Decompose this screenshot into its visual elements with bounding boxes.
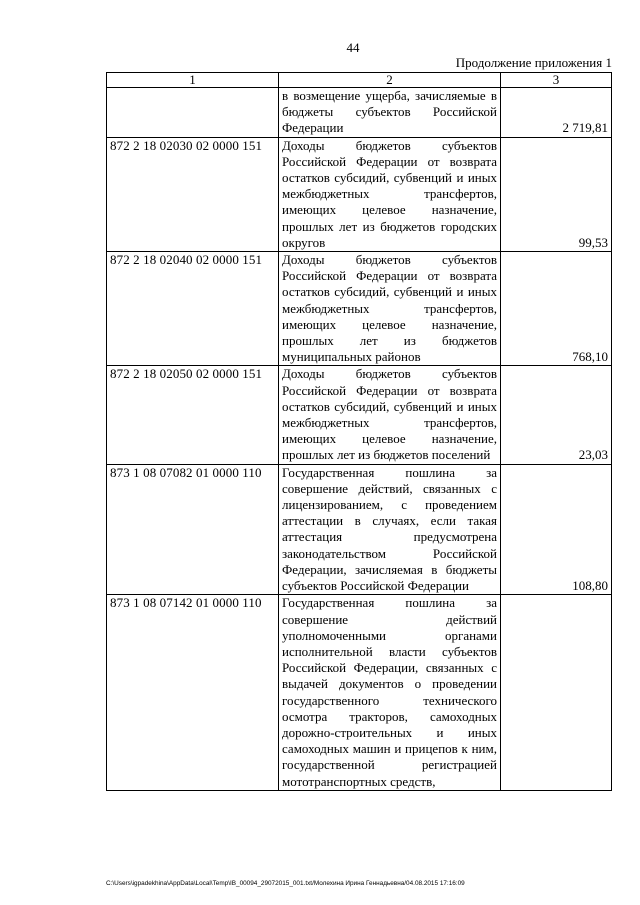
revenue-description: Доходы бюджетов субъектов Российской Федерации от возврата остатков субсидий, субвенций и иных межбюджетных трансфертов, имеющих целевое назначение, прошлых лет из бюджетов муниципальных районов: [279, 252, 501, 366]
revenue-amount: 2 719,81: [501, 88, 612, 138]
table-row: [107, 252, 612, 366]
revenue-code: 872 2 18 02030 02 0000 151: [107, 137, 279, 251]
page-number: 44: [346, 40, 360, 55]
table-row: [107, 595, 612, 790]
budget-revenue-table: [106, 72, 612, 791]
revenue-amount: 99,53: [501, 137, 612, 251]
revenue-code: 873 1 08 07142 01 0000 110: [107, 595, 279, 790]
revenue-code: 872 2 18 02050 02 0000 151: [107, 366, 279, 464]
revenue-code: 873 1 08 07082 01 0000 110: [107, 464, 279, 595]
revenue-amount: [501, 595, 612, 790]
revenue-description: Государственная пошлина за совершение действий уполномоченными органами исполнительной власти субъектов Российской Федерации, связанных с выдачей документов о проведении государственного технического осмотра тракторов, самоходных дорожно-строительных и иных самоходных машин и прицепов к ним, государственной регистрацией мототранспортных средств,: [279, 595, 501, 790]
revenue-description: Доходы бюджетов субъектов Российской Федерации от возврата остатков субсидий, субвенций и иных межбюджетных трансфертов, имеющих целевое назначение, прошлых лет из бюджетов городских округов: [279, 137, 501, 251]
footer-file-path: C:\Users\igpadekhina\AppData\Local\Temp\IB_00094_29072015_001.txt/Молехина Ирина Геннадьевна/04.08.2015 17:16:09: [106, 880, 465, 887]
column-header-code: 1: [107, 73, 279, 88]
revenue-code: [107, 88, 279, 138]
revenue-description: Государственная пошлина за совершение действий, связанных с лицензированием, с проведением аттестации в случаях, если такая аттестация предусмотрена законодательством Российской Федерации, зачисляемая в бюджеты субъектов Российской Федерации: [279, 464, 501, 595]
table-header-row: [107, 73, 612, 88]
table-row: [107, 88, 612, 138]
revenue-amount: 768,10: [501, 252, 612, 366]
revenue-description: в возмещение ущерба, зачисляемые в бюджеты субъектов Российской Федерации: [279, 88, 501, 138]
continuation-label: Продолжение приложения 1: [455, 55, 612, 70]
revenue-description: Доходы бюджетов субъектов Российской Федерации от возврата остатков субсидий, субвенций и иных межбюджетных трансфертов, имеющих целевое назначение, прошлых лет из бюджетов поселений: [279, 366, 501, 464]
column-header-amount: 3: [501, 73, 612, 88]
revenue-amount: 23,03: [501, 366, 612, 464]
revenue-amount: 108,80: [501, 464, 612, 595]
column-header-description: 2: [279, 73, 501, 88]
table-row: [107, 366, 612, 464]
table-row: [107, 137, 612, 251]
revenue-code: 872 2 18 02040 02 0000 151: [107, 252, 279, 366]
table-row: [107, 464, 612, 595]
